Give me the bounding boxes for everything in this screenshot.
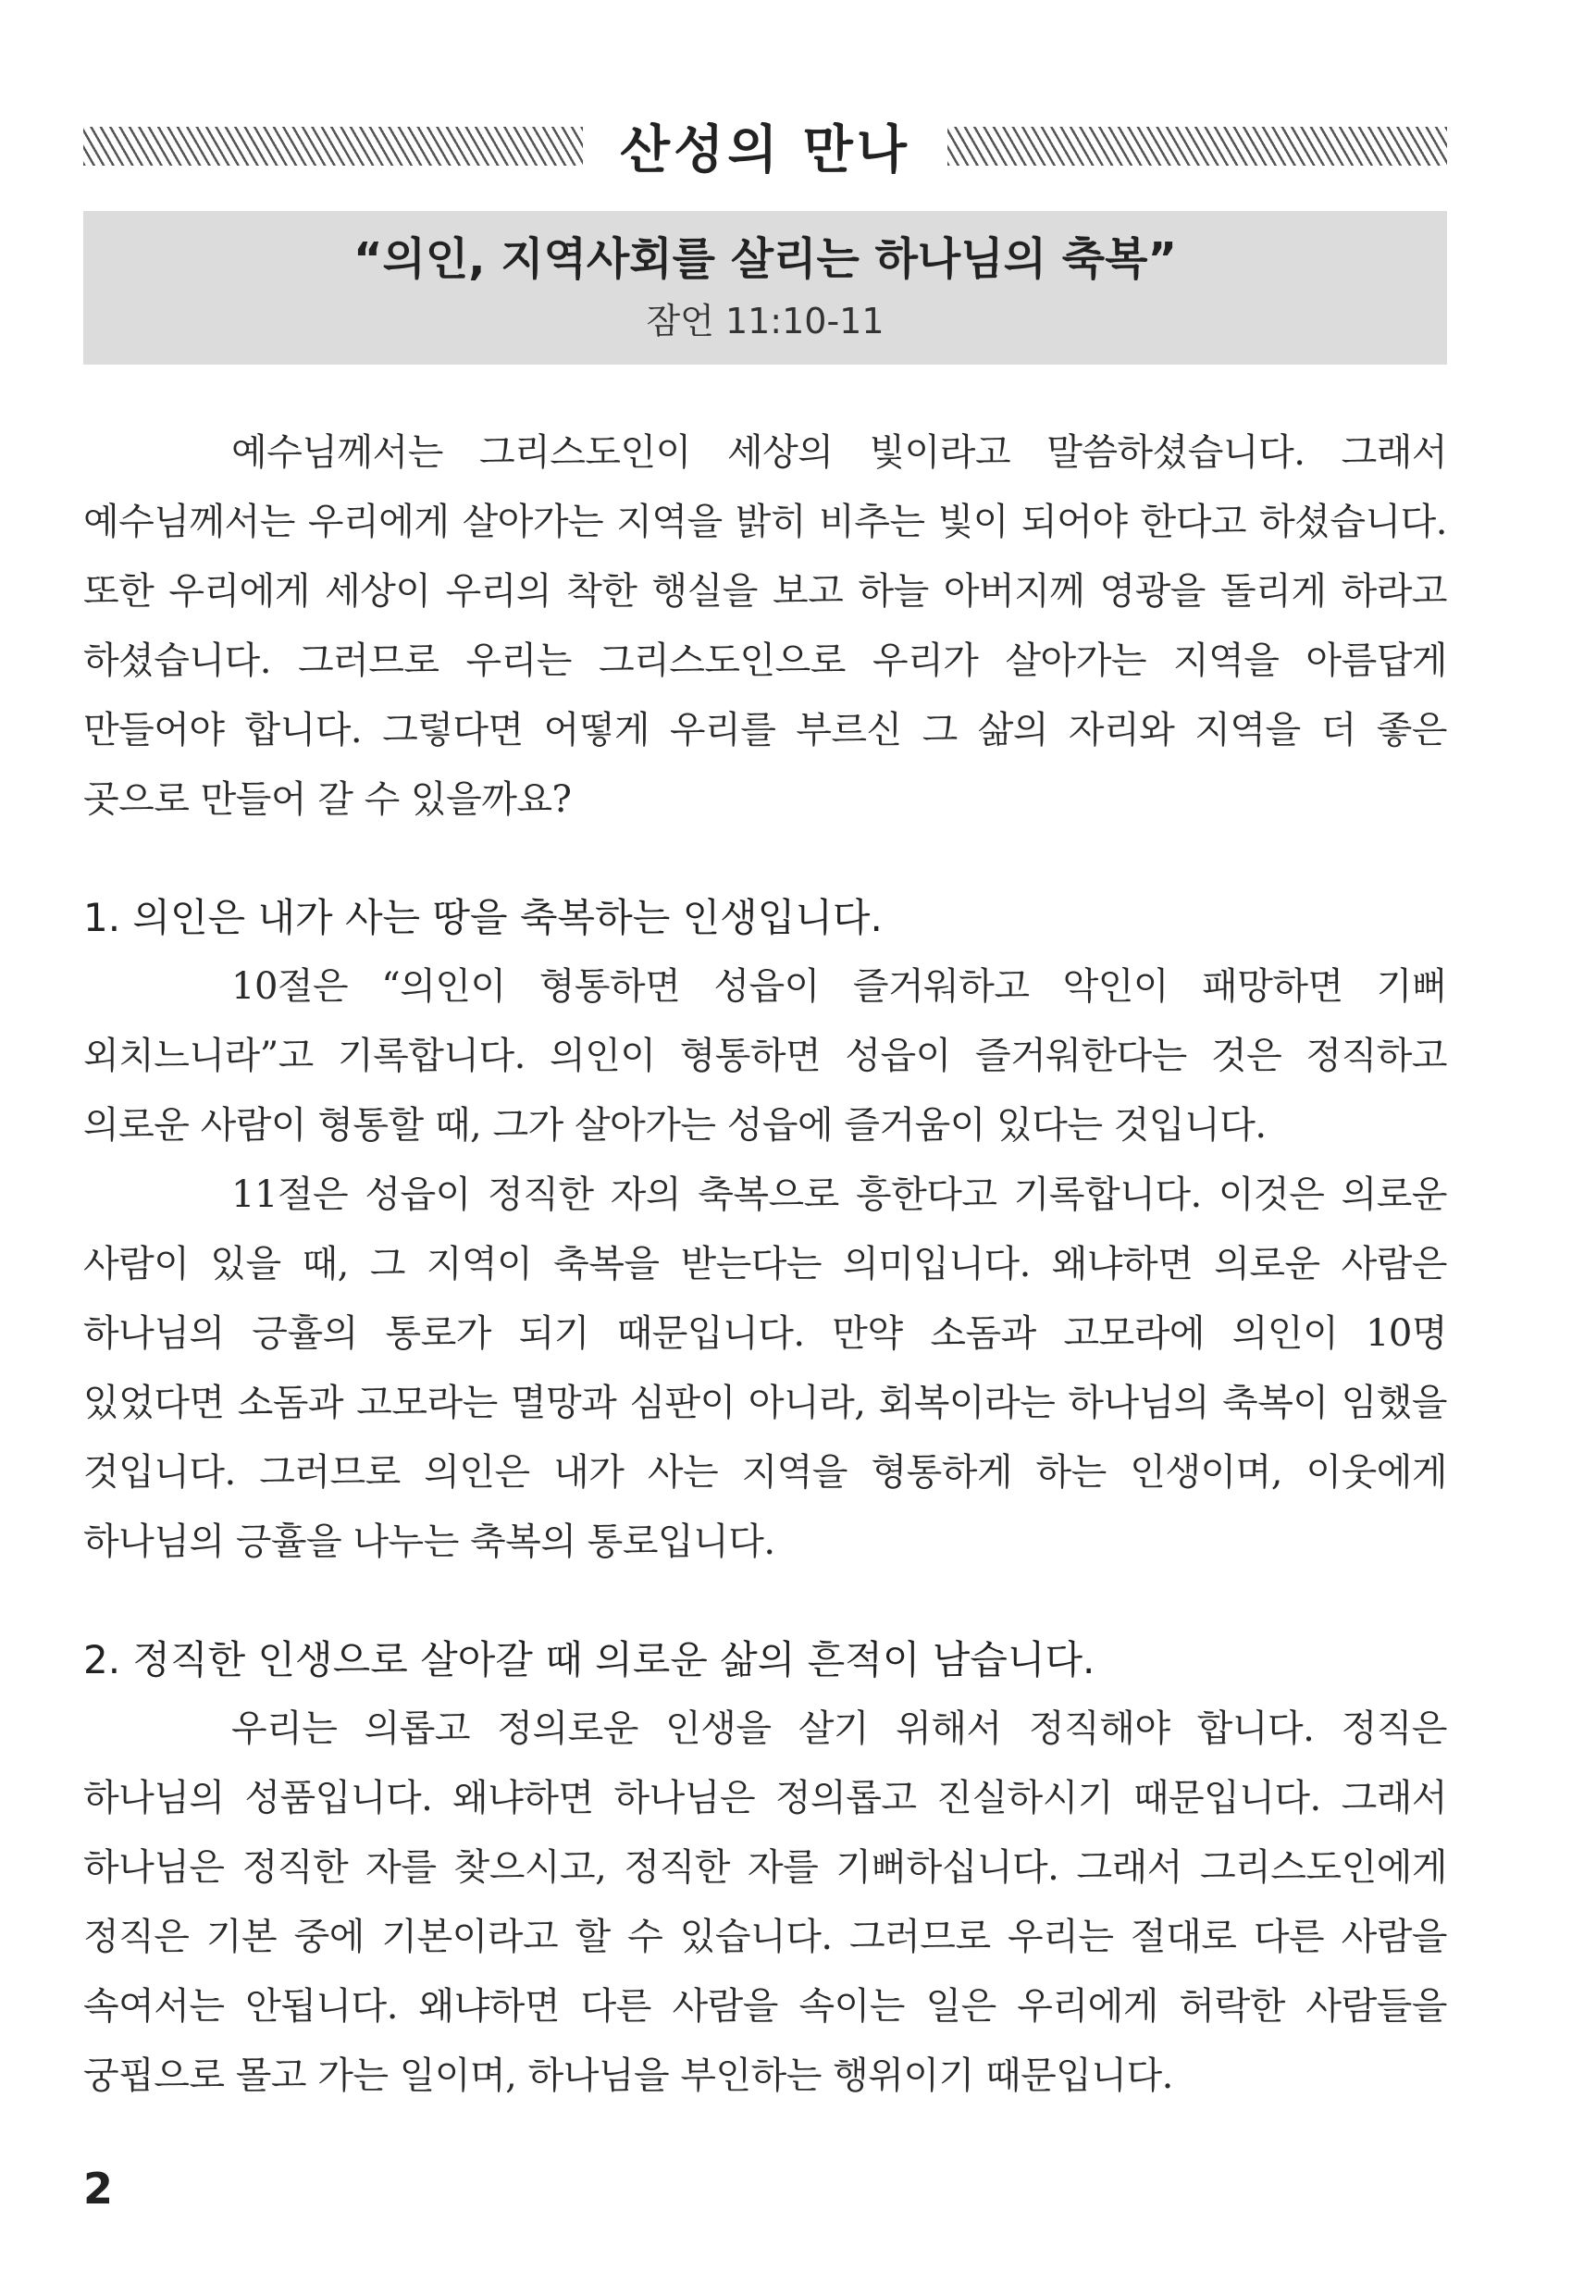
intro-paragraph: 예수님께서는 그리스도인이 세상의 빛이라고 말씀하셨습니다. 그래서 예수님께서는 우리에게 살아가는 지역을 밝히 비추는 빛이 되어야 한다고 하셨습니다. 또한 우리에게 세상이 우리의 착한 행실을 보고 하늘 아버지께 영광을 돌리게 하라고 하셨습니다. 그러므로 우리는 그리스도인으로 우리가 살아가는 지역을 아름답게 만들어야 합니다. 그렇다면 어떻게 우리를 부르신 그 삶의 자리와 지역을 더 좋은 곳으로 만들어 갈 수 있을까요?: [83, 431, 1447, 821]
sermon-title: “의인, 지역사회를 살리는 하나님의 축복”: [353, 233, 1178, 285]
section-2-paragraph-1: 우리는 의롭고 정의로운 인생을 살기 위해서 정직해야 합니다. 정직은 하나님의 성품입니다. 왜냐하면 하나님은 정의롭고 진실하시기 때문입니다. 그래서 하나님은 정직한 자를 찾으시고, 정직한 자를 기뻐하십니다. 그래서 그리스도인에게 정직은 기본 중에 기본이라고 할 수 있습니다. 그러므로 우리는 절대로 다른 사람을 속여서는 안됩니다. 왜냐하면 다른 사람을 속이는 일은 우리에게 허락한 사람들을 궁핍으로 몰고 가는 일이며, 하나님을 부인하는 행위이기 때문입니다.: [83, 1707, 1447, 2097]
hatch-ornament-right: [947, 127, 1447, 166]
spacer: [83, 835, 1447, 883]
section-header: [83, 109, 1447, 183]
section-1-paragraph-2: 11절은 성읍이 정직한 자의 축복으로 흥한다고 기록합니다. 이것은 의로운 사람이 있을 때, 그 지역이 축복을 받는다는 의미입니다. 왜냐하면 의로운 사람은 하나님의 긍휼의 통로가 되기 때문입니다. 만약 소돔과 고모라에 의인이 10명 있었다면 소돔과 고모라는 멸망과 심판이 아니라, 회복이라는 하나님의 축복이 임했을 것입니다. 그러므로 의인은 내가 사는 지역을 형통하게 하는 인생이며, 이웃에게 하나님의 긍휼을 나누는 축복의 통로입니다.: [83, 1173, 1447, 1563]
spacer: [83, 1577, 1447, 1625]
scripture-reference: 잠언 11:10-11: [646, 301, 885, 341]
section-heading-1: 1. 의인은 내가 사는 땅을 축복하는 인생입니다.: [83, 895, 883, 940]
sermon-body: [83, 418, 1447, 2111]
hatch-ornament-left: [83, 127, 583, 166]
section-heading-2: 2. 정직한 인생으로 살아갈 때 의로운 삶의 흔적이 남습니다.: [83, 1637, 1095, 1682]
section-title: 산성의 만나: [620, 120, 910, 180]
page-number: 2: [83, 2164, 114, 2214]
section-1-paragraph-1: 10절은 “의인이 형통하면 성읍이 즐거워하고 악인이 패망하면 기뻐 외치느니라”고 기록합니다. 의인이 형통하면 성읍이 즐거워한다는 것은 정직하고 의로운 사람이 형통할 때, 그가 살아가는 성읍에 즐거움이 있다는 것입니다.: [83, 965, 1447, 1147]
sermon-title-box: [83, 211, 1447, 365]
